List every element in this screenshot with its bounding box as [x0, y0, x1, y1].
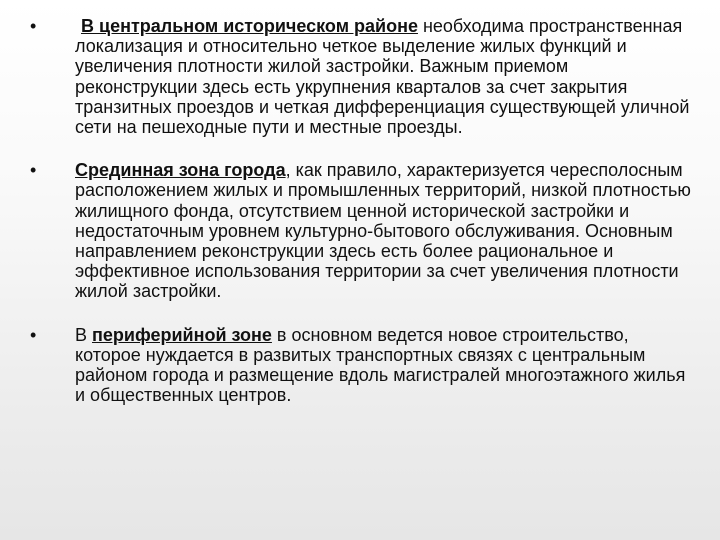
bullet-text	[75, 16, 689, 137]
bullet-item-central	[30, 16, 694, 137]
bullet-item-peripheral	[30, 325, 694, 406]
bullet-point-icon: •	[30, 324, 37, 345]
middle-zone-description: , как правило, характеризуется чересполосным расположением жилых и промышленных территорий, низкой плотностью жилищного фонда, отсутствием ценной исторической застройки и недостаточным уровнем культурно-бытового обслуживания. Основным направлением реконструкции здесь есть более рациональное и эффективное использования территории за счет увеличения плотности жилой застройки.	[75, 160, 691, 302]
bullet-text	[75, 325, 685, 406]
peripheral-zone-description: в основном ведется новое строительство, которое нуждается в развитых транспортных связях с центральным районом города и размещение вдоль магистралей многоэтажного жилья и общественных центров.	[75, 324, 686, 406]
bullet-item-middle	[30, 160, 694, 301]
central-zone-heading: В центральном историческом районе	[81, 16, 418, 36]
central-zone-description: необходима пространственная локализация и относительно четкое выделение жилых функций и увеличения плотности жилой застройки. Важным приемом реконструкции здесь есть укрупнения кварталов за счет закрытия транзитных проездов и четкая дифференциация существующей уличной сети на пешеходные пути и местные проезды.	[75, 16, 690, 138]
middle-zone-heading: Срединная зона города	[75, 160, 286, 181]
bullet-point-icon: •	[30, 160, 37, 181]
peripheral-zone-heading: периферийной зоне	[92, 324, 272, 345]
bullet-point-icon: •	[30, 16, 37, 36]
bullet-list	[30, 16, 694, 428]
bullet-text	[75, 160, 691, 301]
bullet-prefix: В	[75, 324, 93, 345]
